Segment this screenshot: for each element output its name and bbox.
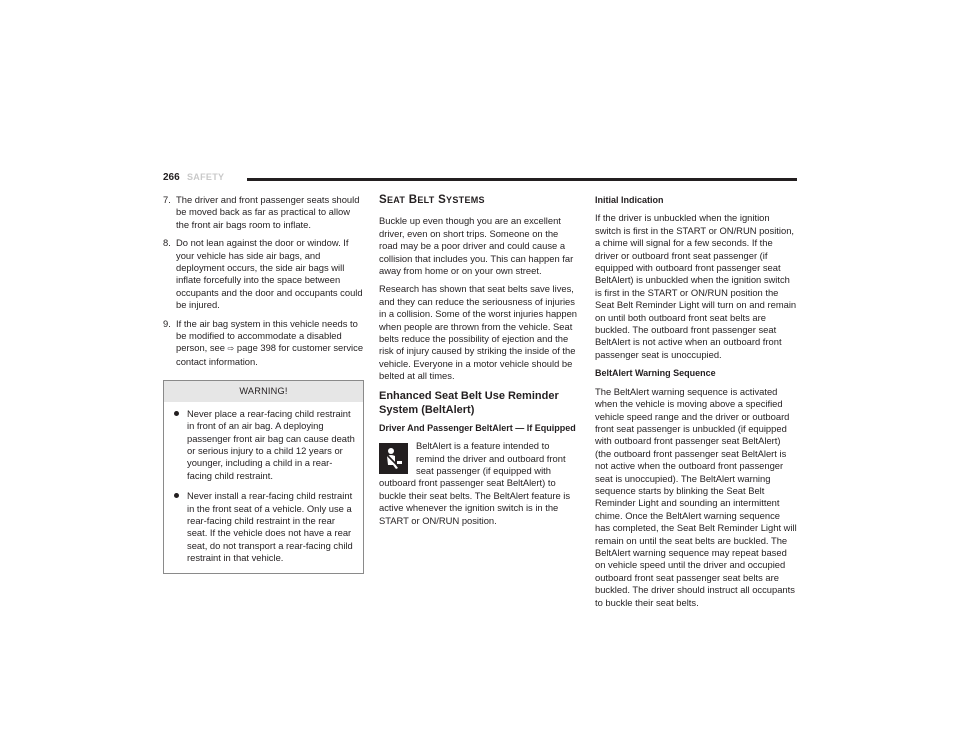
heading-initial-indication: Initial Indication <box>595 195 664 205</box>
warning-title: WARNING! <box>164 381 363 401</box>
page-reference-arrow-icon[interactable]: ⇨ <box>227 344 235 354</box>
warning-body <box>164 402 363 573</box>
warning-item <box>172 408 355 482</box>
paragraph: The BeltAlert warning sequence is activated when the vehicle is moving above a specified vehicle speed range and the driver or outboard front seat passenger is unbuckled (if equipped with outboard front passenger seat BeltAlert) (the outboard front passenger seat BeltAlert is not active when the outboard front passenger seat is unoccupied). The BeltAlert warning sequence starts by blinking the Seat Belt Reminder Light and sounding an intermittent chime. Once the BeltAlert warning sequence has completed, the Seat Belt Reminder Light will remain on until the seat belts are buckled. The BeltAlert warning sequence may repeat based on vehicle speed until the driver and occupied outboard front seat passenger seat belts are buckled. The driver should instruct all occupants to buckle their seat belts. <box>595 385 797 608</box>
list-text <box>176 318 364 369</box>
list-item <box>163 237 364 311</box>
section-name: SAFETY <box>187 172 225 182</box>
list-number: 8. <box>163 237 171 249</box>
list-number: 7. <box>163 194 171 205</box>
bullet-icon <box>174 411 179 416</box>
section-title: SEAT BELT SYSTEMS <box>379 194 485 206</box>
minor-heading: Driver And Passenger BeltAlert — If Equipped <box>379 422 576 433</box>
seat-belt-reminder-icon <box>379 443 408 474</box>
list-text: Do not lean against the door or window. If your vehicle has side air bags, and deployment occurs, the side air bags will inflate forcefully into the space between occupants and the door and occupants could be injured. <box>176 237 363 311</box>
column-middle <box>379 194 579 533</box>
numbered-list <box>163 194 364 368</box>
paragraph: BeltAlert is a feature intended to remind the driver and outboard front seat passenger (if equipped with outboard front passenger seat BeltAlert) to buckle their seat belts. The BeltAlert feature is active whenever the ignition switch is in the START or ON/RUN position. <box>379 440 571 526</box>
list-item <box>163 194 364 231</box>
paragraph: If the driver is unbuckled when the ignition switch is first in the START or ON/RUN position, a chime will signal for a few seconds. If the driver or outboard front seat passenger (if equipped with outboard front passenger seat BeltAlert) is unbuckled when the ignition switch is first in the START or ON/RUN position the Seat Belt Reminder Light will turn on and remain on until both outboard front seat belts are buckled. The outboard front passenger seat BeltAlert is not active when an outboard front passenger seat is unoccupied. <box>595 212 797 360</box>
heading-warning-sequence: BeltAlert Warning Sequence <box>595 368 716 379</box>
subheading: Enhanced Seat Belt Use Reminder System (BeltAlert) <box>379 389 559 416</box>
paragraph: Buckle up even though you are an excellent driver, even on short trips. Someone on the road may be a poor driver and could cause a collision that includes you. This can happen far away from home or on your own street. <box>379 215 574 277</box>
page-reference-link[interactable]: page 398 for customer service contact information. <box>176 342 364 367</box>
bullet-icon <box>174 493 179 498</box>
list-text-before: If the air bag system in this vehicle needs to be modified to accommodate a disabled person, see <box>176 317 358 354</box>
list-text: The driver and front passenger seats should be moved back as far as practical to allow the front air bags room to inflate. <box>176 194 360 230</box>
list-item <box>163 318 364 369</box>
header-rule <box>247 178 797 181</box>
list-number: 9. <box>163 317 171 329</box>
paragraph: Research has shown that seat belts save lives, and they can reduce the seriousness of injuries in a collision. Some of the worst injuries happen when people are thrown from the vehicle. Seat belts reduce the possibility of ejection and the risk of injury caused by striking the inside of the vehicle. Everyone in a motor vehicle should be belted at all times. <box>379 283 578 382</box>
warning-text: Never place a rear-facing child restraint in front of an air bag. A deploying passenger front air bag can cause death or serious injury to a child 12 years or younger, including a child in a rear-facing child restraint. <box>187 407 355 481</box>
page-number: 266 <box>163 172 180 183</box>
column-left <box>163 194 364 574</box>
warning-text: Never install a rear-facing child restraint in the front seat of a vehicle. Only use a rear-facing child restraint in the rear seat. If the vehicle does not have a rear seat, do not transport a rear-facing child restraint in that vehicle. <box>187 490 353 564</box>
warning-box <box>163 380 364 573</box>
warning-item <box>172 490 355 564</box>
column-right <box>595 194 797 615</box>
page-header <box>163 172 797 186</box>
